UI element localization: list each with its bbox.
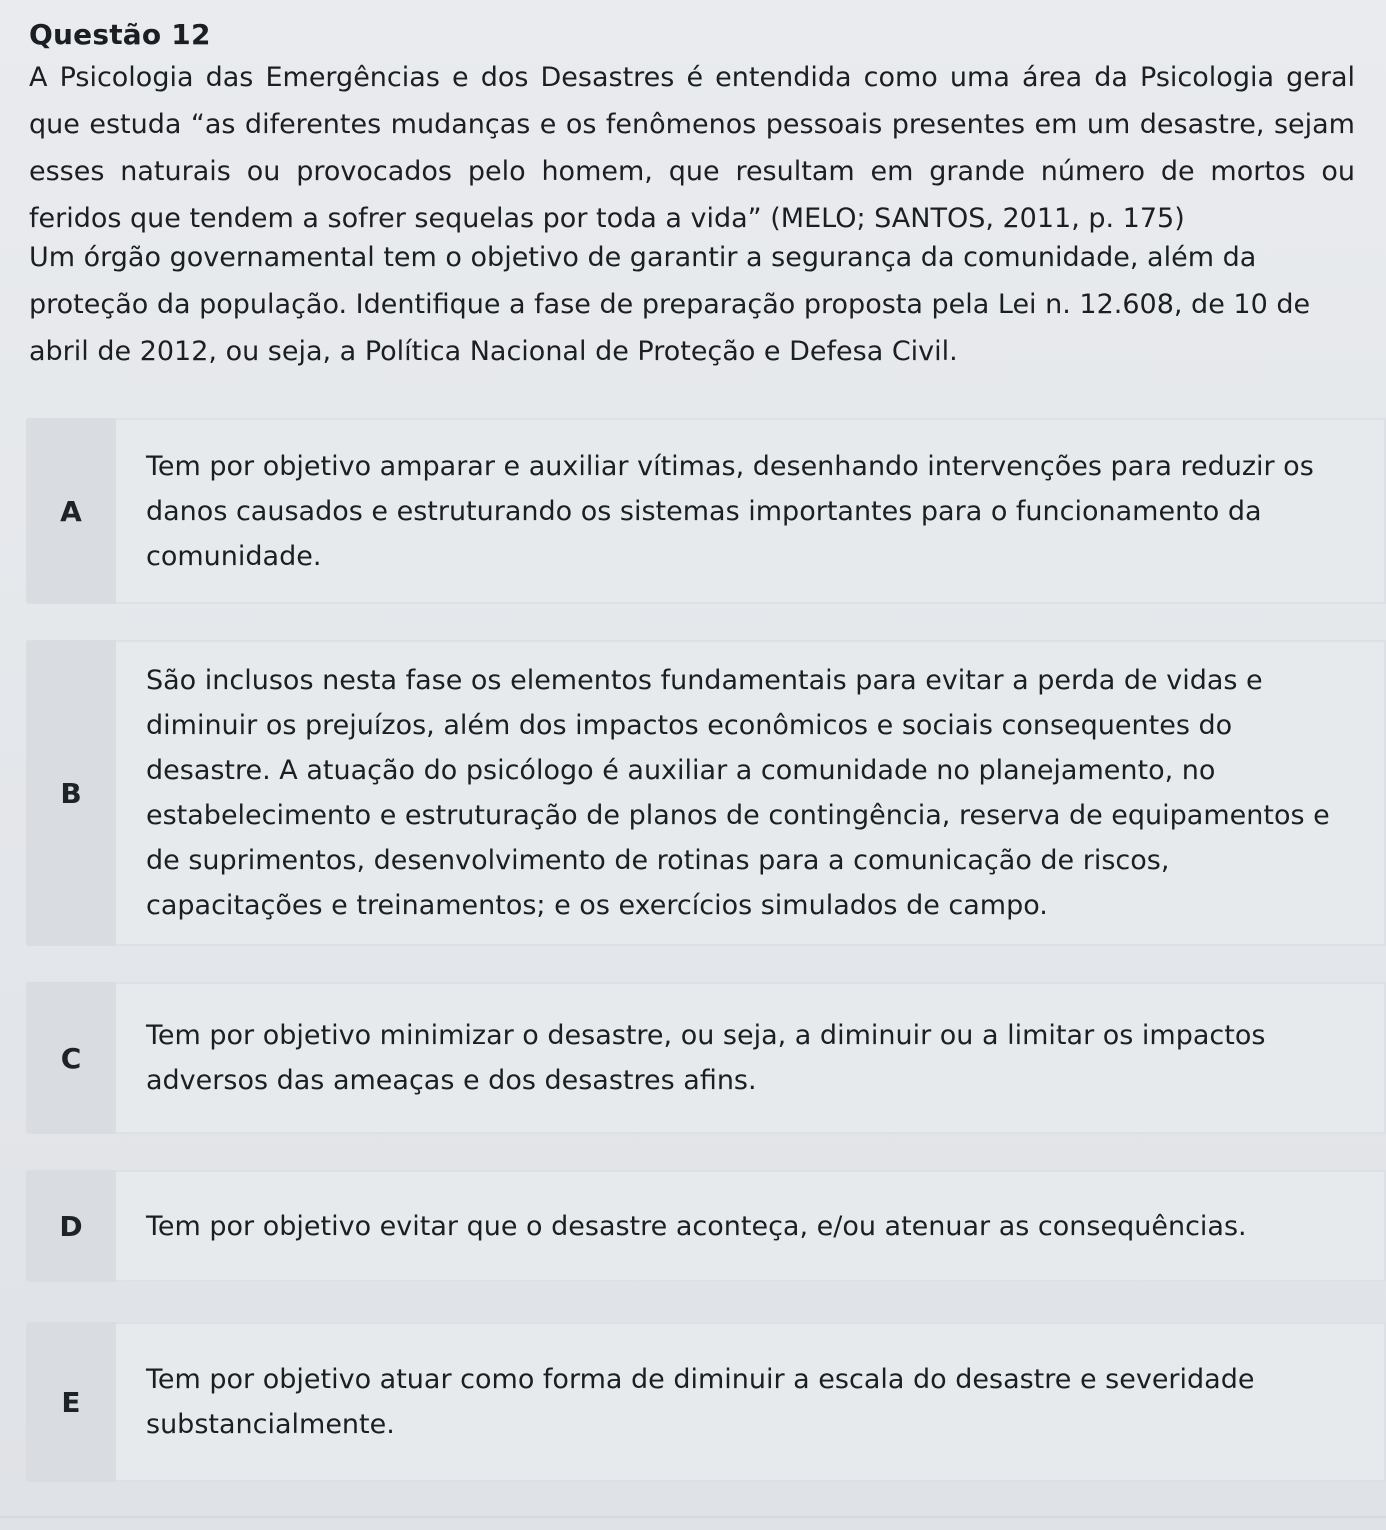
question-title: Questão 12 — [29, 18, 211, 51]
option-letter: D — [26, 1170, 116, 1282]
question-context-paragraph: A Psicologia das Emergências e dos Desastres é entendida como uma área da Psicologia geral que estuda “as diferentes mudanças e os fenômenos pessoais presentes em um desastre, sejam esses naturais ou provocados pelo homem, que resultam em grande número de mortos ou feridos que tendem a sofrer sequelas por toda a vida” (MELO; SANTOS, 2011, p. 175) — [29, 62, 1355, 234]
answer-option-d[interactable] — [26, 1170, 1386, 1282]
option-text: Tem por objetivo atuar como forma de diminuir a escala do desastre e severidade substancialmente. — [116, 1322, 1386, 1482]
option-letter: C — [26, 982, 116, 1134]
answer-option-a[interactable] — [26, 418, 1386, 604]
question-prompt-paragraph: Um órgão governamental tem o objetivo de garantir a segurança da comunidade, além da proteção da população. Identifique a fase de preparação proposta pela Lei n. 12.608, de 10 de abril de 2012, ou seja, a Política Nacional de Proteção e Defesa Civil. — [29, 242, 1311, 367]
option-letter: E — [26, 1322, 116, 1482]
option-text: São inclusos nesta fase os elementos fundamentais para evitar a perda de vidas e diminuir os prejuízos, além dos impactos econômicos e sociais consequentes do desastre. A atuação do psicólogo é auxiliar a comunidade no planejamento, no estabelecimento e estruturação de planos de contingência, reserva de equipamentos e de suprimentos, desenvolvimento de rotinas para a comunicação de riscos, capacitações e treinamentos; e os exercícios simulados de campo. — [116, 640, 1386, 946]
option-text: Tem por objetivo minimizar o desastre, ou seja, a diminuir ou a limitar os impactos adversos das ameaças e dos desastres afins. — [116, 982, 1386, 1134]
answer-option-b[interactable] — [26, 640, 1386, 946]
answer-option-c[interactable] — [26, 982, 1386, 1134]
bottom-divider — [0, 1516, 1386, 1518]
option-letter: B — [26, 640, 116, 946]
option-text: Tem por objetivo amparar e auxiliar vítimas, desenhando intervenções para reduzir os danos causados e estruturando os sistemas importantes para o funcionamento da comunidade. — [116, 418, 1386, 604]
option-text: Tem por objetivo evitar que o desastre aconteça, e/ou atenuar as consequências. — [116, 1170, 1386, 1282]
option-letter: A — [26, 418, 116, 604]
answer-option-e[interactable] — [26, 1322, 1386, 1482]
